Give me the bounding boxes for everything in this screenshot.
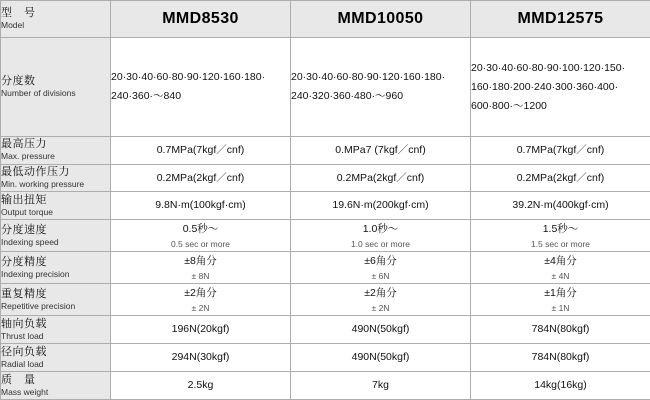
divisions-line: 160·180·200·240·300·360·400· — [471, 80, 619, 93]
cell-value: 14kg(16kg) — [471, 372, 650, 400]
row-label-en: Indexing speed — [1, 236, 59, 247]
row-label-cn: 分度精度 — [1, 255, 47, 268]
row-label-cn: 径向负载 — [1, 345, 47, 358]
table-row — [1, 284, 650, 316]
row-label-cell — [1, 316, 111, 344]
table-header-row — [1, 1, 650, 38]
table-row — [1, 316, 650, 344]
cell-value: 0.2MPa(2kgf／cnf) — [291, 164, 471, 192]
cell-value: 294N(30kgf) — [111, 344, 291, 372]
value-sub: 1.0 sec or more — [350, 238, 411, 249]
value-main: 0.5秒～ — [182, 222, 219, 235]
cell-value — [471, 252, 650, 284]
divisions-line: 20·30·40·60·80·90·120·160·180· — [111, 71, 266, 84]
value-main: ±8角分 — [184, 254, 217, 267]
header-model-2: MMD12575 — [471, 1, 650, 38]
table-row — [1, 192, 650, 220]
row-label-cell — [1, 284, 111, 316]
cell-value: 0.7MPa(7kgf／cnf) — [471, 136, 650, 164]
row-label-en: Radial load — [1, 358, 44, 369]
divisions-line: 20·30·40·60·80·90·100·120·150· — [471, 61, 626, 74]
value-main: ±1角分 — [544, 286, 577, 299]
cell-value: 784N(80kgf) — [471, 344, 650, 372]
row-label-cell — [1, 136, 111, 164]
cell-value: 196N(20kgf) — [111, 316, 291, 344]
cell-value — [471, 284, 650, 316]
value-sub: ± 1N — [551, 302, 570, 313]
cell-value: 0.7MPa(7kgf／cnf) — [111, 136, 291, 164]
cell-value — [111, 284, 291, 316]
cell-value: 490N(50kgf) — [291, 316, 471, 344]
cell-value — [291, 220, 471, 252]
row-label-cn: 分度速度 — [1, 223, 47, 236]
row-label-en: Thrust load — [1, 330, 44, 341]
header-label-en: Model — [1, 20, 25, 31]
row-label-en: Number of divisions — [1, 88, 76, 99]
value-sub: ± 2N — [191, 302, 210, 313]
row-label-cell — [1, 344, 111, 372]
row-label-en: Output torque — [1, 206, 53, 217]
cell-value: 39.2N·m(400kgf·cm) — [471, 192, 650, 220]
value-main: ±2角分 — [184, 286, 217, 299]
value-main: 1.5秒～ — [542, 222, 579, 235]
cell-divisions-2 — [471, 38, 650, 136]
cell-value — [471, 220, 650, 252]
row-label-cn: 轴向负载 — [1, 317, 47, 330]
value-sub: ± 6N — [371, 270, 390, 281]
row-label-en: Repetitive precision — [1, 300, 76, 311]
cell-value: 0.2MPa(2kgf／cnf) — [471, 164, 650, 192]
value-sub: 0.5 sec or more — [170, 238, 231, 249]
table-row — [1, 344, 650, 372]
row-label-cell — [1, 252, 111, 284]
cell-value: 9.8N·m(100kgf·cm) — [111, 192, 291, 220]
cell-value: 19.6N·m(200kgf·cm) — [291, 192, 471, 220]
value-sub: ± 4N — [551, 270, 570, 281]
row-label-cn: 分度数 — [1, 75, 36, 88]
row-label-cell — [1, 220, 111, 252]
row-label-cn: 最低动作压力 — [1, 166, 70, 179]
cell-value: 490N(50kgf) — [291, 344, 471, 372]
row-label-en: Min. working pressure — [1, 179, 85, 190]
table-row — [1, 220, 650, 252]
row-label-cell — [1, 372, 111, 400]
table-row — [1, 38, 650, 136]
cell-value: 0.MPa7 (7kgf／cnf) — [291, 136, 471, 164]
row-label-en: Max. pressure — [1, 151, 55, 162]
row-label-cell — [1, 164, 111, 192]
cell-divisions-0 — [111, 38, 291, 136]
row-label-en: Indexing precision — [1, 268, 70, 279]
cell-value — [111, 252, 291, 284]
header-model-1: MMD10050 — [291, 1, 471, 38]
table-row — [1, 252, 650, 284]
value-sub: 1.5 sec or more — [530, 238, 591, 249]
cell-value: 2.5kg — [111, 372, 291, 400]
divisions-line: 240·360·～840 — [111, 90, 182, 103]
value-main: 1.0秒～ — [362, 222, 399, 235]
row-label-cn: 质 量 — [1, 373, 36, 386]
row-label-cn: 最高压力 — [1, 138, 47, 151]
cell-value: 0.2MPa(2kgf／cnf) — [111, 164, 291, 192]
cell-value: 784N(80kgf) — [471, 316, 650, 344]
value-main: ±6角分 — [364, 254, 397, 267]
value-main: ±2角分 — [364, 286, 397, 299]
table-body — [1, 1, 650, 400]
header-label-cn: 型 号 — [1, 7, 36, 20]
value-sub: ± 2N — [371, 302, 390, 313]
divisions-line: 600·800·～1200 — [471, 99, 547, 112]
row-label-cell — [1, 38, 111, 136]
table-row — [1, 136, 650, 164]
header-model-0: MMD8530 — [111, 1, 291, 38]
table-row — [1, 164, 650, 192]
row-label-cn: 重复精度 — [1, 287, 47, 300]
cell-value: 7kg — [291, 372, 471, 400]
divisions-line: 20·30·40·60·80·90·120·160·180· — [291, 71, 446, 84]
divisions-line: 240·320·360·480·～960 — [291, 90, 404, 103]
cell-value — [291, 252, 471, 284]
value-sub: ± 8N — [191, 270, 210, 281]
value-main: ±4角分 — [544, 254, 577, 267]
cell-value — [111, 220, 291, 252]
header-label-cell — [1, 1, 111, 38]
row-label-en: Mass weight — [1, 386, 49, 397]
row-label-cell — [1, 192, 111, 220]
cell-value — [291, 284, 471, 316]
table-row — [1, 372, 650, 400]
cell-divisions-1 — [291, 38, 471, 136]
row-label-cn: 输出扭矩 — [1, 193, 47, 206]
